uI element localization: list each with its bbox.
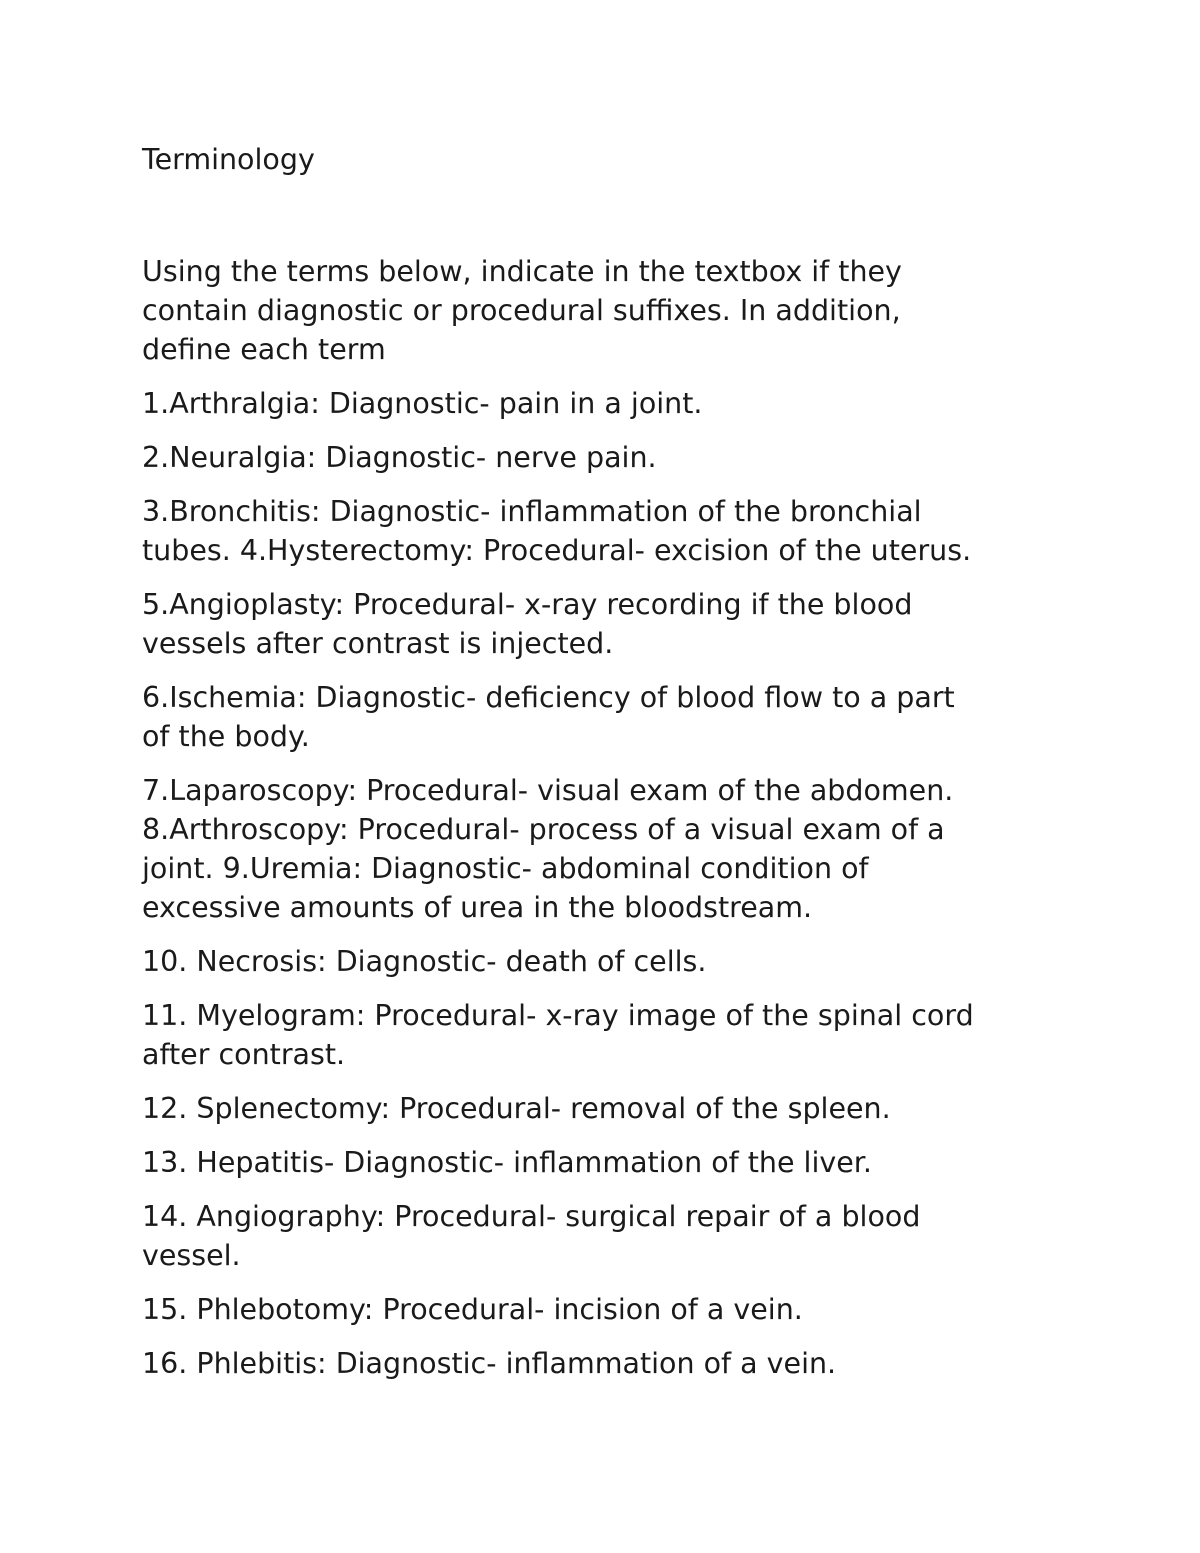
term-myelogram: 11. Myelogram: Procedural- x-ray image of the spinal cord after contrast. xyxy=(142,999,974,1071)
term-laparoscopy-arthroscopy-uremia: 7.Laparoscopy: Procedural- visual exam of the abdomen. 8.Arthroscopy: Procedural- process of a visual exam of a joint. 9.Uremia: Diagnostic- abdominal condition of excessive amounts of urea in the bloodstream. xyxy=(142,774,954,924)
term-bronchitis-hysterectomy: 3.Bronchitis: Diagnostic- inflammation of the bronchial tubes. 4.Hysterectomy: Procedural- excision of the uterus. xyxy=(142,495,972,567)
document-body xyxy=(142,140,1072,1398)
term-phlebotomy: 15. Phlebotomy: Procedural- incision of a vein. xyxy=(142,1293,803,1326)
term-hepatitis: 13. Hepatitis- Diagnostic- inflammation of the liver. xyxy=(142,1146,872,1179)
term-angioplasty: 5.Angioplasty: Procedural- x-ray recording if the blood vessels after contrast is injected. xyxy=(142,588,913,660)
term-splenectomy: 12. Splenectomy: Procedural- removal of the spleen. xyxy=(142,1092,891,1125)
term-angiography: 14. Angiography: Procedural- surgical repair of a blood vessel. xyxy=(142,1200,921,1272)
document-title: Terminology xyxy=(142,143,315,176)
term-ischemia: 6.Ischemia: Diagnostic- deficiency of blood flow to a part of the body. xyxy=(142,681,955,753)
term-arthralgia: 1.Arthralgia: Diagnostic- pain in a joint. xyxy=(142,387,703,420)
term-phlebitis: 16. Phlebitis: Diagnostic- inflammation of a vein. xyxy=(142,1347,837,1380)
instructions-paragraph: Using the terms below, indicate in the textbox if they contain diagnostic or procedural suffixes. In addition, define each term xyxy=(142,255,902,366)
term-neuralgia: 2.Neuralgia: Diagnostic- nerve pain. xyxy=(142,441,657,474)
term-necrosis: 10. Necrosis: Diagnostic- death of cells. xyxy=(142,945,707,978)
